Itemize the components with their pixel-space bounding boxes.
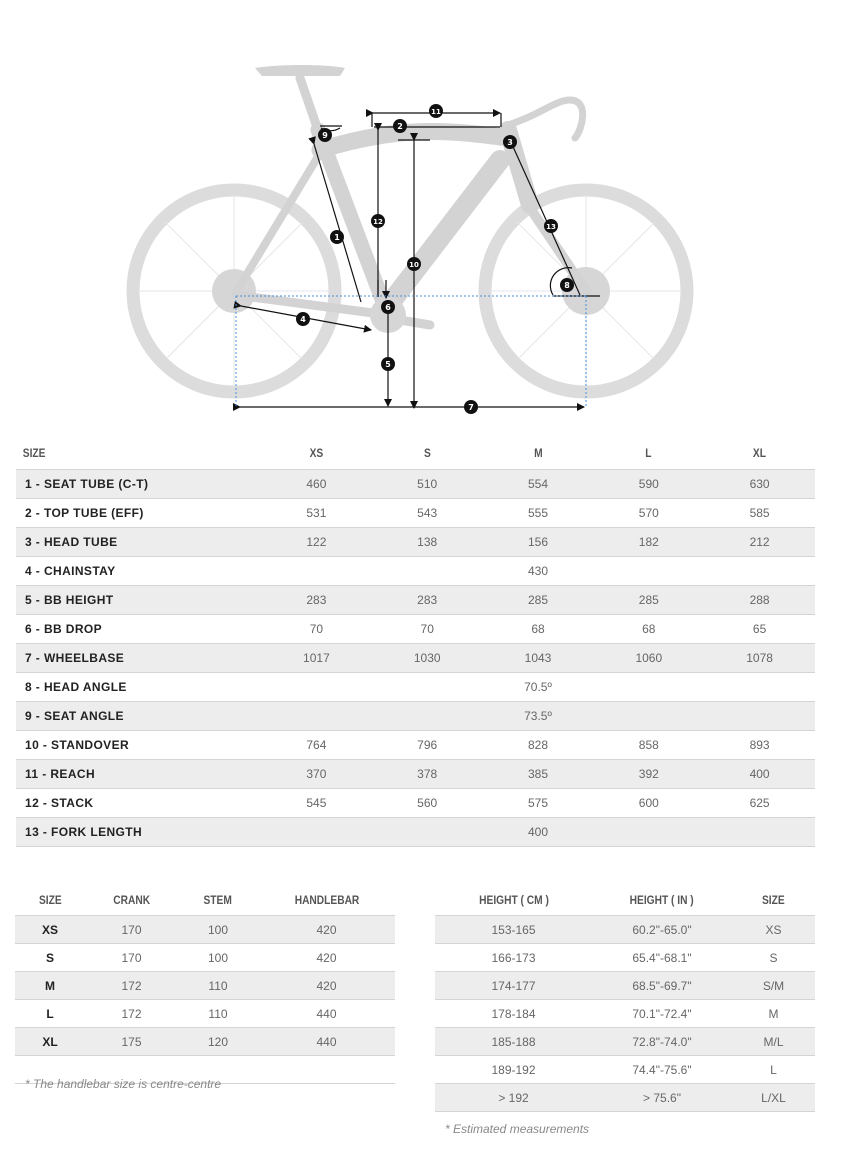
row-label: 5 - BB HEIGHT (16, 586, 261, 615)
cell: 110 (178, 972, 258, 1000)
table-row (16, 557, 815, 586)
table-row (15, 1000, 395, 1028)
marker-10 (407, 257, 421, 271)
cell: 70 (261, 615, 372, 644)
cell: 185-188 (435, 1028, 592, 1056)
marker-7 (464, 400, 478, 414)
cell: 570 (593, 499, 704, 528)
marker-11 (429, 104, 443, 118)
svg-text:2: 2 (397, 122, 403, 131)
row-label: 4 - CHAINSTAY (16, 557, 261, 586)
marker-1 (330, 230, 344, 244)
rider-size-header-size: SIZE (762, 892, 785, 907)
cell: L (15, 1000, 85, 1028)
cell: 1017 (261, 644, 372, 673)
cell: 420 (258, 972, 395, 1000)
table-row (16, 499, 815, 528)
cell: 555 (483, 499, 594, 528)
cell: S/M (732, 972, 815, 1000)
cell: > 75.6" (592, 1084, 732, 1112)
table-row (16, 644, 815, 673)
marker-4 (296, 312, 310, 326)
table-row (15, 972, 395, 1000)
cell: 110 (178, 1000, 258, 1028)
cell: 74.4"-75.6" (592, 1056, 732, 1084)
svg-text:1: 1 (334, 233, 340, 242)
handlebar-note: * The handlebar size is centre-centre (25, 1077, 222, 1091)
table-row (435, 1000, 815, 1028)
cell: 392 (593, 760, 704, 789)
cell: 400 (261, 818, 815, 847)
marker-2 (393, 119, 407, 133)
table-row (435, 1056, 815, 1084)
cell: 440 (258, 1028, 395, 1056)
table-row (16, 673, 815, 702)
table-row (16, 586, 815, 615)
cell: 68 (483, 615, 594, 644)
cell: 283 (261, 586, 372, 615)
rider-size-header-row (435, 884, 815, 916)
cell: 590 (593, 470, 704, 499)
svg-text:13: 13 (546, 223, 556, 231)
cell: 100 (178, 944, 258, 972)
cell: 600 (593, 789, 704, 818)
cell: 285 (483, 586, 594, 615)
cell: 172 (85, 972, 178, 1000)
cell: 554 (483, 470, 594, 499)
cell: 370 (261, 760, 372, 789)
table-row (435, 1028, 815, 1056)
cell: 65 (704, 615, 815, 644)
table-row (16, 731, 815, 760)
cell: 189-192 (435, 1056, 592, 1084)
row-label: 6 - BB DROP (16, 615, 261, 644)
marker-8 (560, 278, 574, 292)
cell: 1043 (483, 644, 594, 673)
cell: 120 (178, 1028, 258, 1056)
row-label: 10 - STANDOVER (16, 731, 261, 760)
cell: 440 (258, 1000, 395, 1028)
geometry-header-size: SIZE (22, 446, 46, 460)
cell: 420 (258, 944, 395, 972)
components-header-handlebar: HANDLEBAR (294, 892, 359, 907)
cell: 60.2"-65.0" (592, 916, 732, 944)
geometry-header-xs: XS (309, 446, 324, 460)
cell: 182 (593, 528, 704, 557)
components-header-row (15, 884, 395, 916)
estimate-note: * Estimated measurements (445, 1122, 590, 1136)
marker-3 (503, 135, 517, 149)
row-label: 11 - REACH (16, 760, 261, 789)
cell: 70 (372, 615, 483, 644)
cell: 1030 (372, 644, 483, 673)
cell: 531 (261, 499, 372, 528)
geometry-header-xl: XL (753, 446, 767, 460)
cell: 858 (593, 731, 704, 760)
table-row (16, 470, 815, 499)
cell: 1078 (704, 644, 815, 673)
table-row (16, 528, 815, 557)
cell: 575 (483, 789, 594, 818)
svg-text:6: 6 (385, 303, 391, 312)
cell: XS (15, 916, 85, 944)
table-row (16, 760, 815, 789)
cell: 1060 (593, 644, 704, 673)
cell: L/XL (732, 1084, 815, 1112)
marker-6 (381, 300, 395, 314)
svg-text:10: 10 (409, 261, 419, 269)
cell: M (15, 972, 85, 1000)
cell: 545 (261, 789, 372, 818)
row-label: 9 - SEAT ANGLE (16, 702, 261, 731)
geometry-header-m: M (533, 446, 543, 460)
cell: > 192 (435, 1084, 592, 1112)
cell: 156 (483, 528, 594, 557)
table-row (16, 789, 815, 818)
cell: XL (15, 1028, 85, 1056)
rider-size-header-in: HEIGHT ( IN ) (629, 892, 695, 907)
bike-geometry-diagram (0, 0, 844, 430)
cell: 543 (372, 499, 483, 528)
table-row (435, 972, 815, 1000)
bike-silhouette (133, 65, 687, 392)
cell: 68 (593, 615, 704, 644)
marker-9 (318, 128, 332, 142)
cell: 510 (372, 470, 483, 499)
table-row (435, 944, 815, 972)
svg-text:12: 12 (373, 218, 383, 226)
cell: 585 (704, 499, 815, 528)
cell: 170 (85, 916, 178, 944)
cell: 283 (372, 586, 483, 615)
table-row (16, 702, 815, 731)
cell: 460 (261, 470, 372, 499)
table-row (16, 615, 815, 644)
cell: 212 (704, 528, 815, 557)
cell: 288 (704, 586, 815, 615)
row-label: 8 - HEAD ANGLE (16, 673, 261, 702)
cell: 68.5"-69.7" (592, 972, 732, 1000)
components-header-crank: CRANK (113, 892, 150, 907)
svg-text:8: 8 (564, 281, 570, 290)
cell: 796 (372, 731, 483, 760)
cell: 385 (483, 760, 594, 789)
rider-size-header-cm: HEIGHT ( CM ) (478, 892, 549, 907)
row-label: 12 - STACK (16, 789, 261, 818)
marker-5 (381, 357, 395, 371)
cell: 138 (372, 528, 483, 557)
marker-13 (544, 219, 558, 233)
cell: 172 (85, 1000, 178, 1028)
cell: 166-173 (435, 944, 592, 972)
table-row (435, 1084, 815, 1112)
cell: 65.4"-68.1" (592, 944, 732, 972)
geometry-table (16, 437, 815, 847)
table-row (15, 916, 395, 944)
svg-text:4: 4 (300, 315, 306, 324)
row-label: 13 - FORK LENGTH (16, 818, 261, 847)
cell: 828 (483, 731, 594, 760)
cell: 153-165 (435, 916, 592, 944)
row-label: 2 - TOP TUBE (EFF) (16, 499, 261, 528)
components-table (15, 884, 395, 1084)
table-row (16, 818, 815, 847)
cell: 378 (372, 760, 483, 789)
cell: 100 (178, 916, 258, 944)
components-header-size: SIZE (38, 892, 62, 907)
cell: 72.8"-74.0" (592, 1028, 732, 1056)
cell: 73.5º (261, 702, 815, 731)
cell: 285 (593, 586, 704, 615)
svg-text:9: 9 (322, 131, 328, 140)
cell: 170 (85, 944, 178, 972)
cell: 630 (704, 470, 815, 499)
table-row (15, 1028, 395, 1056)
cell: 122 (261, 528, 372, 557)
cell: 420 (258, 916, 395, 944)
cell: 178-184 (435, 1000, 592, 1028)
row-label: 7 - WHEELBASE (16, 644, 261, 673)
cell: M/L (732, 1028, 815, 1056)
geometry-header-l: L (645, 446, 652, 460)
row-label: 3 - HEAD TUBE (16, 528, 261, 557)
svg-text:3: 3 (507, 138, 513, 147)
svg-text:11: 11 (431, 108, 441, 116)
cell: 625 (704, 789, 815, 818)
cell: 764 (261, 731, 372, 760)
table-row (15, 944, 395, 972)
cell: S (732, 944, 815, 972)
cell: 174-177 (435, 972, 592, 1000)
row-label: 1 - SEAT TUBE (C-T) (16, 470, 261, 499)
cell: 175 (85, 1028, 178, 1056)
cell: 893 (704, 731, 815, 760)
cell: M (732, 1000, 815, 1028)
geometry-header-s: S (423, 446, 431, 460)
svg-text:5: 5 (385, 360, 391, 369)
cell: L (732, 1056, 815, 1084)
geometry-header-row (16, 437, 815, 470)
svg-text:7: 7 (468, 403, 474, 412)
cell: 70.5º (261, 673, 815, 702)
rider-size-table (435, 884, 815, 1112)
table-row (435, 916, 815, 944)
components-header-stem: STEM (203, 892, 233, 907)
cell: 70.1"-72.4" (592, 1000, 732, 1028)
cell: 560 (372, 789, 483, 818)
cell: 400 (704, 760, 815, 789)
marker-12 (371, 214, 385, 228)
cell: 430 (261, 557, 815, 586)
cell: S (15, 944, 85, 972)
cell: XS (732, 916, 815, 944)
